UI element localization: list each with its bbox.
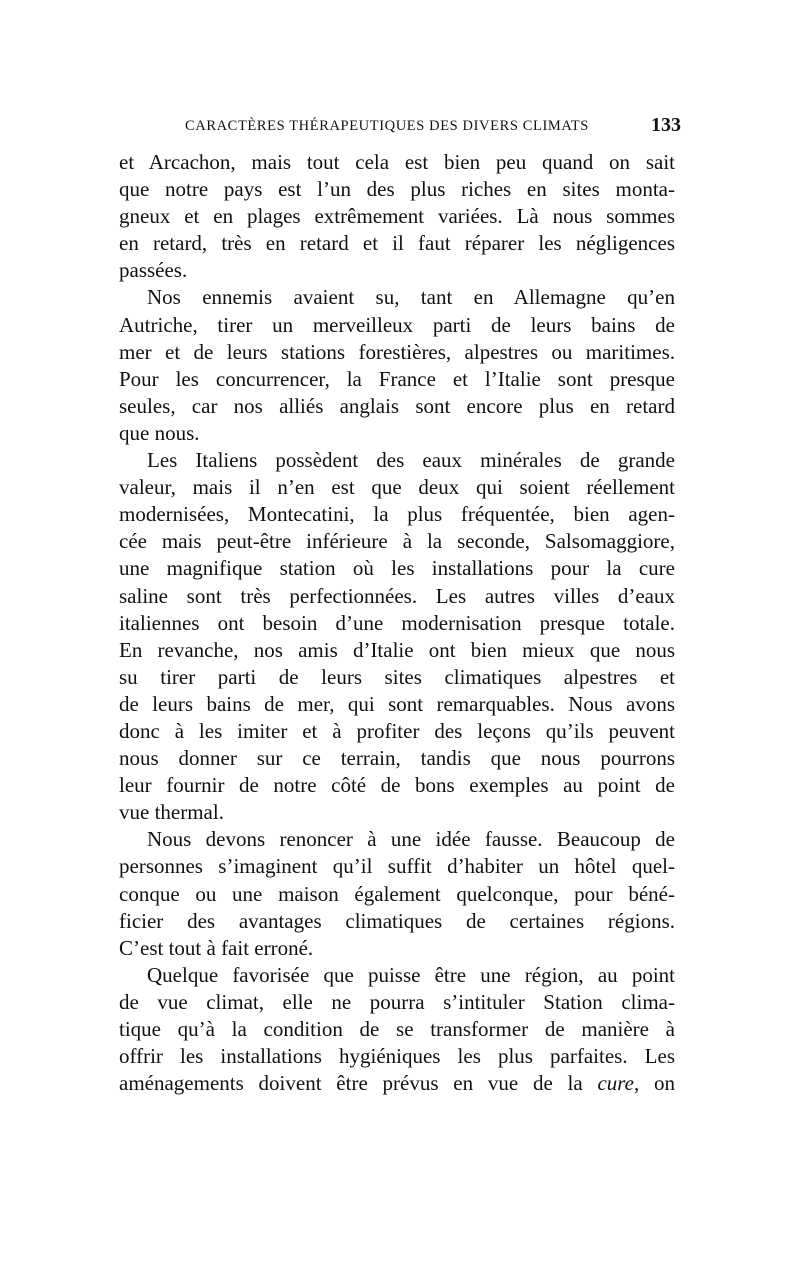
text-line: italiennes ont besoin d’une modernisation presque totale. xyxy=(119,610,675,635)
text-line: que notre pays est l’un des plus riches en sites monta- xyxy=(119,177,675,202)
text-line: su tirer parti de leurs sites climatiques alpestres et xyxy=(119,664,675,689)
text-line: seules, car nos alliés anglais sont encore plus en retard xyxy=(119,393,675,418)
text-line: conque ou une maison également quelconque, pour béné- xyxy=(119,881,675,906)
text-line: Autriche, tirer un merveilleux parti de leurs bains de xyxy=(119,312,675,337)
text-line: passées. xyxy=(119,258,188,283)
body-text xyxy=(119,149,675,1097)
text-line: donc à les imiter et à profiter des leçons qu’ils peuvent xyxy=(119,718,675,743)
text-line: personnes s’imaginent qu’il suffit d’habiter un hôtel quel- xyxy=(119,854,675,879)
text-line: tique qu’à la condition de se transformer de manière à xyxy=(119,1017,675,1041)
text-line: C’est tout à fait erroné. xyxy=(119,935,314,960)
text-line: nous donner sur ce terrain, tandis que nous pourrons xyxy=(119,746,675,771)
text-line: gneux et en plages extrêmement variées. Là nous sommes xyxy=(119,204,675,229)
text-line: ficier des avantages climatiques de certaines régions. xyxy=(119,908,675,933)
text-line: saline sont très perfectionnées. Les autres villes d’eaux xyxy=(119,583,675,608)
text-line: valeur, mais il n’en est que deux qui soient réellement xyxy=(119,475,675,500)
text-line: en retard, très en retard et il faut réparer les négligences xyxy=(119,231,675,256)
text-line: cée mais peut-être inférieure à la seconde, Salsomaggiore, xyxy=(119,529,675,554)
text-line: offrir les installations hygiéniques les plus parfaites. Les xyxy=(119,1044,675,1069)
text-line: Nos ennemis avaient su, tant en Allemagne qu’en xyxy=(147,285,675,310)
text-line: Pour les concurrencer, la France et l’Italie sont presque xyxy=(119,366,675,391)
page-header xyxy=(119,114,681,138)
text-line: leur fournir de notre côté de bons exemples au point de xyxy=(119,773,675,798)
text-line: mer et de leurs stations forestières, alpestres ou maritimes. xyxy=(119,339,675,364)
text-line: que nous. xyxy=(119,420,200,445)
text-line: de vue climat, elle ne pourra s’intituler Station clima- xyxy=(119,989,675,1014)
text-line: En revanche, nos amis d’Italie ont bien mieux que nous xyxy=(119,637,675,662)
text-line: Nous devons renoncer à une idée fausse. Beaucoup de xyxy=(147,827,675,852)
text-line: modernisées, Montecatini, la plus fréquentée, bien agen- xyxy=(119,502,675,527)
text-segment: , on xyxy=(634,1071,676,1096)
text-segment: aménagements doivent être prévus en vue de la xyxy=(119,1071,583,1096)
text-line xyxy=(119,1070,675,1097)
running-head: CARACTÈRES THÉRAPEUTIQUES DES DIVERS CLIMATS xyxy=(185,118,589,134)
page-number: 133 xyxy=(651,114,681,136)
italic-word: cure xyxy=(597,1071,634,1096)
text-line: une magnifique station où les installations pour la cure xyxy=(119,556,675,581)
text-line: et Arcachon, mais tout cela est bien peu quand on sait xyxy=(119,150,675,174)
text-line: de leurs bains de mer, qui sont remarquables. Nous avons xyxy=(119,691,675,716)
text-line: Quelque favorisée que puisse être une région, au point xyxy=(147,962,675,987)
text-line: Les Italiens possèdent des eaux minérales de grande xyxy=(147,448,675,473)
text-line: vue thermal. xyxy=(119,800,224,825)
